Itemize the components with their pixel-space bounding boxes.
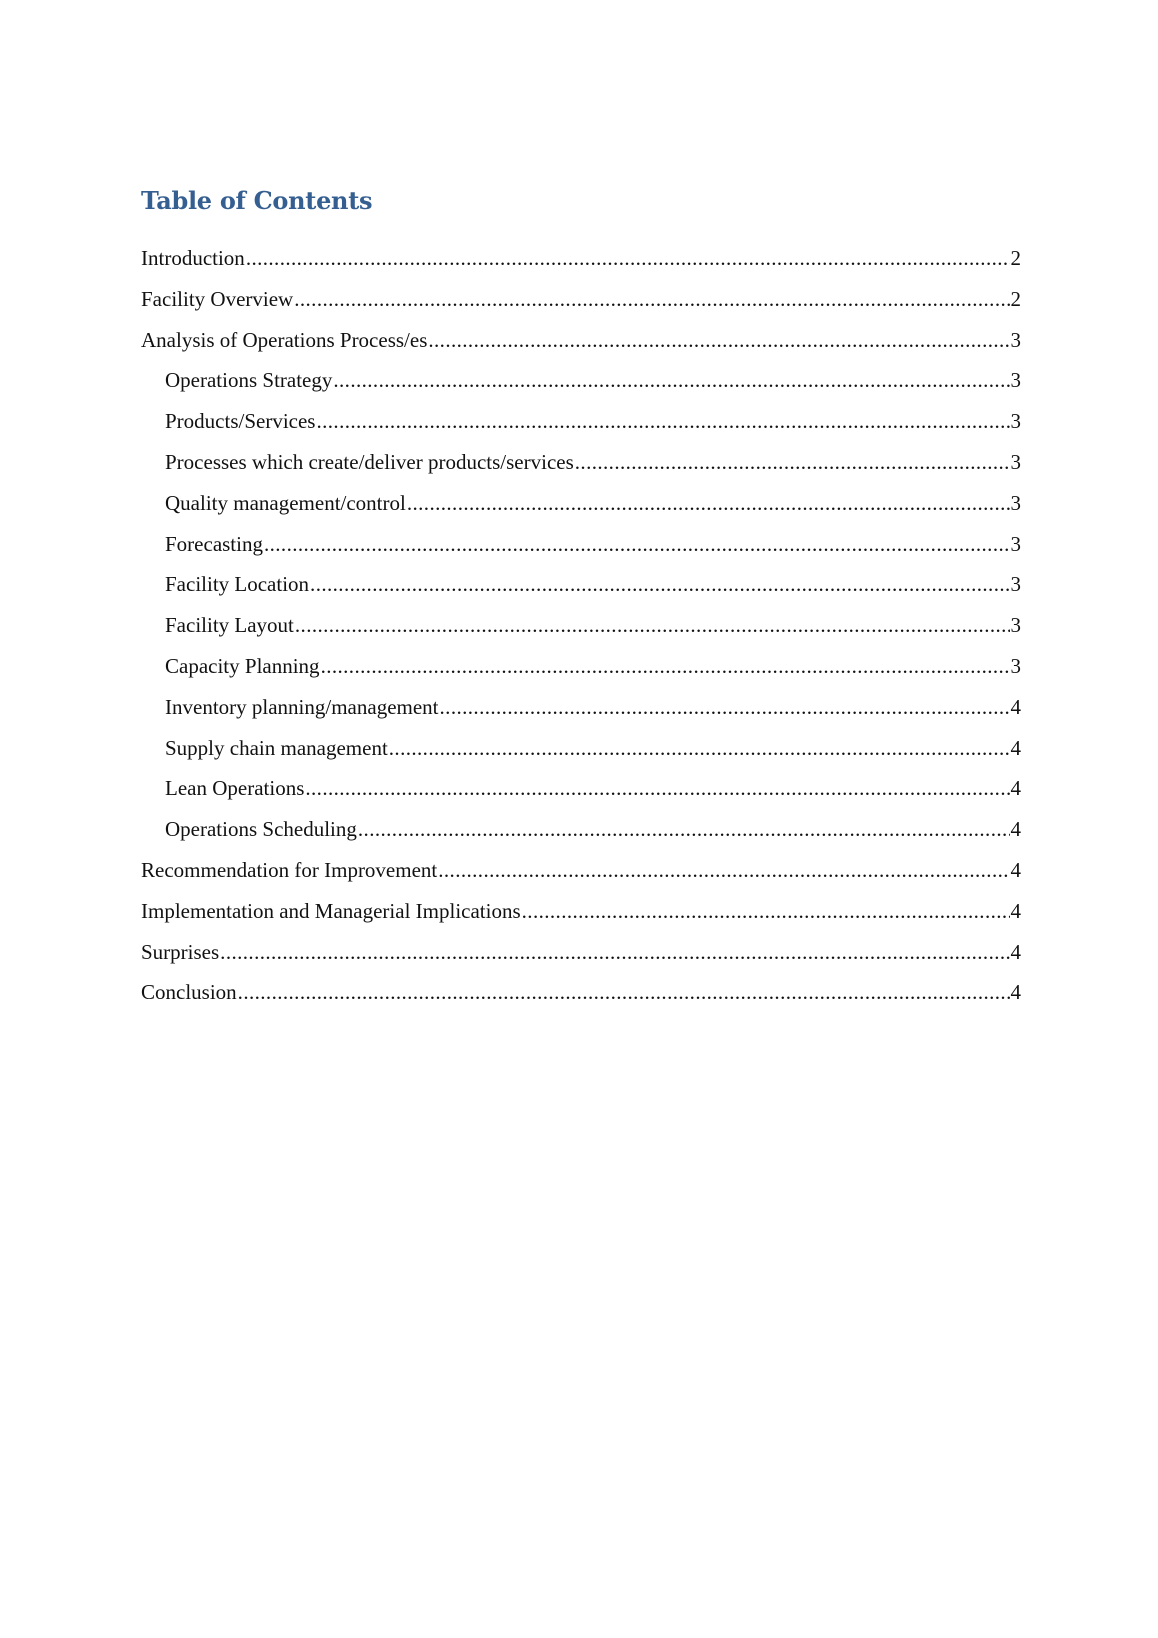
toc-entry-facility-location[interactable]	[141, 572, 1021, 613]
toc-page-number: 3	[1010, 409, 1021, 434]
toc-page-number: 3	[1010, 613, 1021, 638]
toc-entry-label: Facility Location	[165, 572, 310, 597]
toc-dot-leader	[295, 613, 1010, 638]
toc-dot-leader	[238, 980, 1010, 1005]
toc-entry-products-services[interactable]	[141, 409, 1021, 450]
toc-entry-label: Operations Strategy	[165, 368, 333, 393]
toc-dot-leader	[389, 736, 1010, 761]
toc-entry-label: Supply chain management	[165, 735, 388, 760]
toc-entry-label: Introduction	[141, 246, 245, 270]
toc-entry-supply-chain[interactable]	[141, 736, 1021, 777]
toc-entry-implementation[interactable]	[141, 899, 1021, 940]
toc-page-number: 3	[1010, 327, 1021, 352]
toc-entry-surprises[interactable]	[141, 940, 1021, 981]
toc-entry-label: Lean Operations	[165, 776, 305, 801]
toc-page-number: 4	[1010, 857, 1021, 882]
toc-entry-label: Facility Layout	[165, 613, 294, 638]
toc-entry-capacity-planning[interactable]	[141, 654, 1021, 695]
toc-dot-leader	[316, 409, 1009, 434]
toc-dot-leader	[575, 450, 1010, 475]
toc-dot-leader	[522, 899, 1010, 924]
toc-page-number: 2	[1010, 286, 1021, 311]
toc-dot-leader	[220, 940, 1009, 965]
toc-entry-introduction[interactable]	[141, 246, 1021, 287]
toc-entry-operations-scheduling[interactable]	[141, 817, 1021, 858]
toc-dot-leader	[264, 532, 1010, 557]
toc-entry-label: Recommendation for Improvement	[141, 857, 438, 882]
toc-entry-conclusion[interactable]	[141, 980, 1021, 1021]
toc-dot-leader	[440, 695, 1010, 720]
toc-dot-leader	[358, 817, 1010, 842]
toc-entry-processes[interactable]	[141, 450, 1021, 491]
toc-entry-label: Forecasting	[165, 531, 263, 556]
toc-entry-inventory-planning[interactable]	[141, 695, 1021, 736]
toc-entry-label: Inventory planning/management	[165, 694, 439, 719]
toc-page-number: 4	[1010, 735, 1021, 760]
toc-entry-facility-overview[interactable]	[141, 287, 1021, 328]
toc-page-number: 4	[1010, 939, 1021, 964]
toc-page-number: 4	[1010, 694, 1021, 719]
toc-dot-leader	[310, 572, 1009, 597]
toc-page-number: 3	[1010, 368, 1021, 393]
toc-entry-forecasting[interactable]	[141, 532, 1021, 573]
toc-entry-lean-operations[interactable]	[141, 776, 1021, 817]
toc-entry-label: Facility Overview	[141, 286, 294, 311]
toc-entry-label: Processes which create/deliver products/services	[165, 449, 574, 474]
toc-entry-label: Surprises	[141, 939, 220, 964]
toc-entry-label: Capacity Planning	[165, 653, 320, 678]
toc-page-number: 4	[1010, 776, 1021, 801]
toc-entry-recommendation[interactable]	[141, 858, 1021, 899]
toc-dot-leader	[305, 776, 1009, 801]
toc-entry-analysis-of-operations[interactable]	[141, 328, 1021, 369]
toc-dot-leader	[246, 246, 1010, 271]
toc-page-number: 2	[1010, 246, 1021, 270]
toc-page-number: 3	[1010, 531, 1021, 556]
toc-entry-operations-strategy[interactable]	[141, 368, 1021, 409]
toc-heading: Table of Contents	[141, 186, 373, 215]
toc-dot-leader	[407, 491, 1010, 516]
toc-page-number: 4	[1010, 980, 1021, 1005]
toc-dot-leader	[438, 858, 1009, 883]
toc-entry-label: Analysis of Operations Process/es	[141, 327, 428, 352]
toc-entry-label: Quality management/control	[165, 490, 406, 515]
toc-dot-leader	[333, 368, 1009, 393]
toc-list	[141, 246, 1021, 1021]
toc-page-number: 4	[1010, 898, 1021, 923]
toc-page-number: 3	[1010, 449, 1021, 474]
toc-page-number: 3	[1010, 572, 1021, 597]
toc-page-number: 4	[1010, 817, 1021, 842]
toc-entry-facility-layout[interactable]	[141, 613, 1021, 654]
toc-entry-label: Operations Scheduling	[165, 817, 357, 842]
toc-entry-label: Products/Services	[165, 409, 316, 434]
toc-entry-quality-management[interactable]	[141, 491, 1021, 532]
toc-entry-label: Conclusion	[141, 980, 237, 1005]
toc-dot-leader	[321, 654, 1010, 679]
toc-dot-leader	[294, 287, 1009, 312]
toc-page-number: 3	[1010, 490, 1021, 515]
toc-dot-leader	[428, 328, 1009, 353]
toc-entry-label: Implementation and Managerial Implications	[141, 898, 521, 923]
toc-page-number: 3	[1010, 653, 1021, 678]
